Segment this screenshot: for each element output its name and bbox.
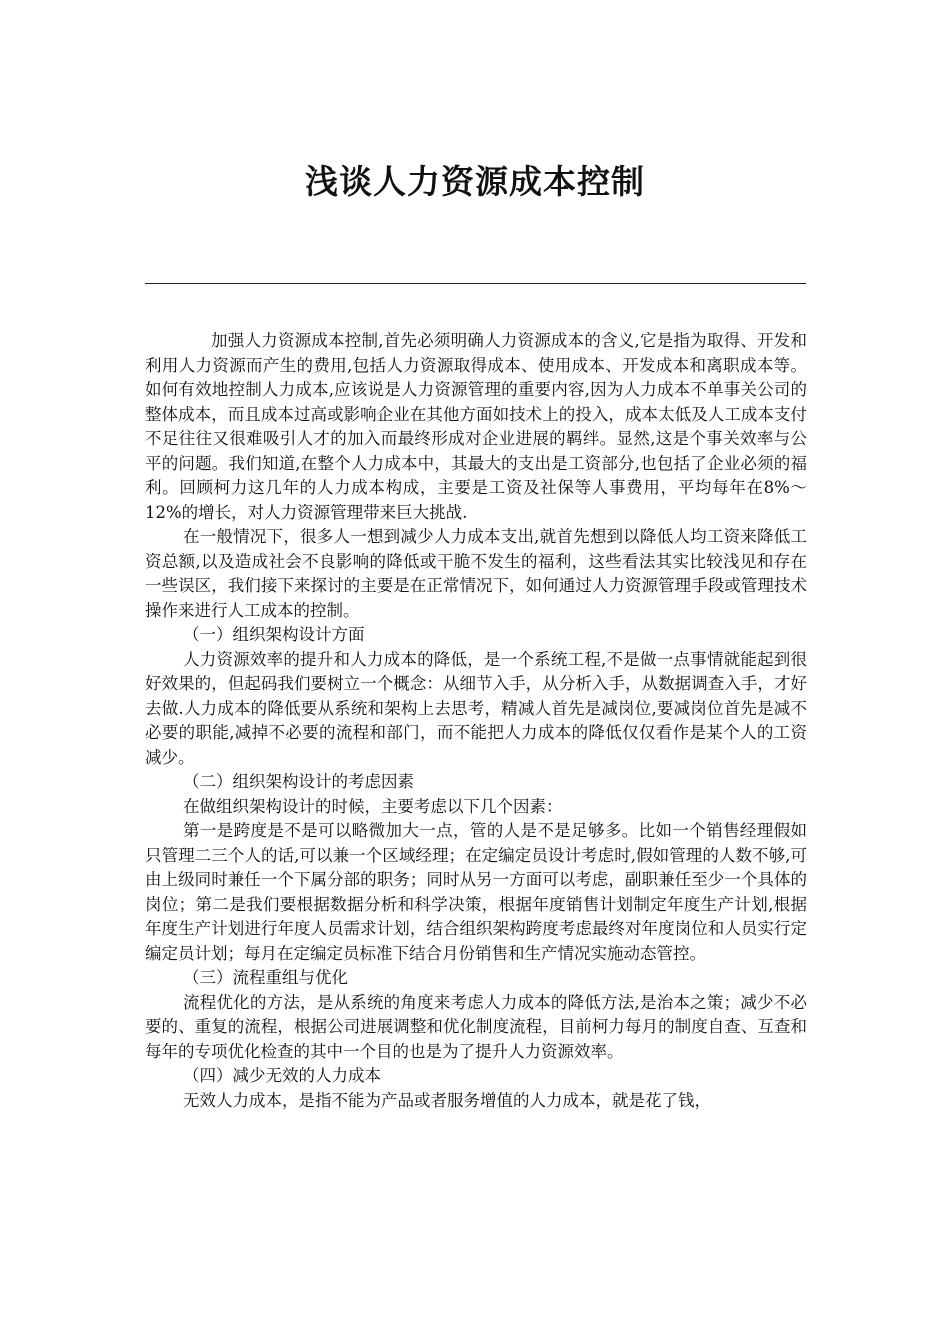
- paragraph-general-situation: 在一般情况下，很多人一想到减少人力成本支出,就首先想到以降低人均工资来降低工资总额,以及造成社会不良影响的降低或干脆不发生的福利，这些看法其实比较浅见和存在一些误区，我们接下来探讨的主要是在正常情况下，如何通过人力资源管理手段或管理技术操作来进行人工成本的控制。: [145, 527, 807, 620]
- paragraph-invalid-cost: 无效人力成本，是指不能为产品或者服务增值的人力成本，就是花了钱，: [183, 1090, 711, 1110]
- paragraph-process: 流程优化的方法，是从系统的角度来考虑人力成本的降低方法,是治本之策；减少不必要的、重复的流程，根据公司进展调整和优化制度流程，目前柯力每月的制度自查、互查和每年的专项优化检查的其中一个目的也是为了提升人力资源效率。: [145, 992, 807, 1061]
- paragraph-intro: 加强人力资源成本控制,首先必须明确人力资源成本的含义,它是指为取得、开发和利用人力资源而产生的费用,包括人力资源取得成本、使用成本、开发成本和离职成本等。如何有效地控制人力成本,应该说是人力资源管理的重要内容,因为人力成本不单事关公司的整体成本，而且成本过高或影响企业在其他方面如技术上的投入，成本太低及人工成本支付不足往往又很难吸引人才的加入而最终形成对企业进展的羁绊。显然,这是个事关效率与公平的问题。我们知道,在整个人力成本中，其最大的支出是工资部分,也包括了企业必须的福利。回顾柯力这几年的人力成本构成，主要是工资及社保等人事费用，平均每年在8%～12%的增长，对人力资源管理带来巨大挑战.: [145, 331, 807, 522]
- paragraph-factors: 第一是跨度是不是可以略微加大一点，管的人是不是足够多。比如一个销售经理假如只管理二三个人的话,可以兼一个区域经理；在定编定员设计考虑时,假如管理的人数不够,可由上级同时兼任一个下属分部的职务；同时从另一方面可以考虑，副职兼任至少一个具体的岗位；第二是我们要根据数据分析和科学决策，根据年度销售计划制定年度生产计划,根据年度生产计划进行年度人员需求计划，结合组织架构跨度考虑最终对年度岗位和人员实行定编定员计划；每月在定编定员标准下结合月份销售和生产情况实施动态管控。: [145, 821, 807, 963]
- paragraph-org-design: 人力资源效率的提升和人力成本的降低，是一个系统工程,不是做一点事情就能起到很好效果的，但起码我们要树立一个概念：从细节入手，从分析入手，从数据调查入手，才好去做.人力成本的降低要从系统和架构上去思考，精减人首先是减岗位,要减岗位首先是减不必要的职能,减掉不必要的流程和部门，而不能把人力成本的降低仅仅看作是某个人的工资减少。: [145, 649, 807, 767]
- paragraph-factors-intro: 在做组织架构设计的时候，主要考虑以下几个因素：: [183, 796, 563, 816]
- section-heading-4: （四）减少无效的人力成本: [183, 1066, 381, 1085]
- document-title: 浅谈人力资源成本控制: [305, 162, 645, 201]
- section-heading-1: （一）组织架构设计方面: [183, 625, 365, 644]
- section-heading-2: （二）组织架构设计的考虑因素: [183, 772, 414, 791]
- title-divider: [145, 283, 806, 284]
- document-body: [145, 329, 807, 1113]
- section-heading-3: （三）流程重组与优化: [183, 968, 348, 987]
